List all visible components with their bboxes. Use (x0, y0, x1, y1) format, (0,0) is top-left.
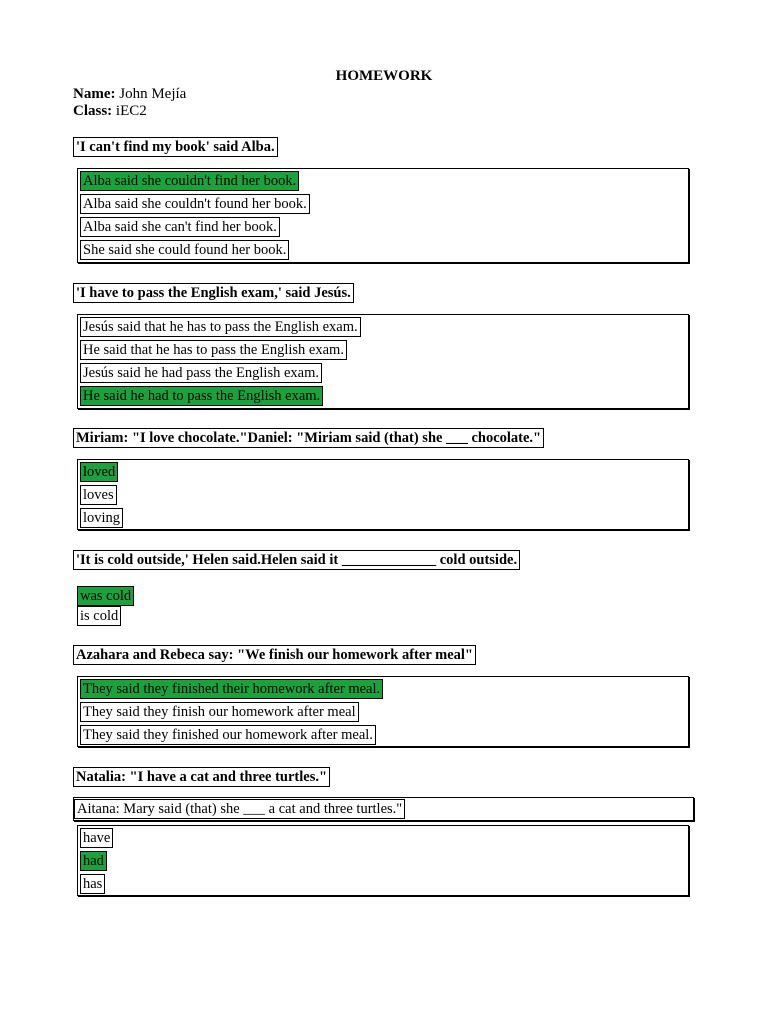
answer-option[interactable]: Alba said she couldn't find her book. (80, 171, 299, 191)
question-6-subprompt: Aitana: Mary said (that) she ___ a cat and three turtles." (74, 799, 405, 819)
question-2-prompt: 'I have to pass the English exam,' said Jesús. (73, 283, 354, 303)
question-3-options (77, 459, 689, 530)
answer-option[interactable]: He said he had to pass the English exam. (80, 386, 323, 406)
answer-option[interactable]: She said she could found her book. (80, 240, 289, 260)
page-title: HOMEWORK (335, 68, 433, 84)
name-value: John Mejía (119, 86, 187, 102)
answer-option[interactable]: Jesús said he had pass the English exam. (80, 363, 322, 383)
question-6-prompt: Natalia: "I have a cat and three turtles." (73, 767, 330, 787)
answer-option[interactable]: They said they finished their homework after meal. (80, 679, 383, 699)
answer-option[interactable]: was cold (77, 586, 134, 606)
answer-option[interactable]: had (80, 851, 107, 871)
question-2-options (77, 314, 689, 409)
answer-option[interactable]: loving (80, 508, 123, 528)
student-name-line (73, 86, 186, 103)
answer-option[interactable]: He said that he has to pass the English exam. (80, 340, 347, 360)
answer-option[interactable]: is cold (77, 606, 121, 626)
question-1-options (77, 168, 689, 263)
class-value: iEC2 (115, 103, 147, 119)
answer-option[interactable]: Alba said she couldn't found her book. (80, 194, 310, 214)
answer-option[interactable]: loves (80, 485, 117, 505)
answer-option[interactable]: has (80, 874, 105, 894)
answer-option[interactable]: They said they finish our homework after meal (80, 702, 359, 722)
question-6-subprompt-box (73, 797, 694, 821)
name-label: Name: (73, 86, 116, 102)
question-5-options (77, 676, 689, 747)
question-1-prompt: 'I can't find my book' said Alba. (73, 137, 278, 157)
answer-option[interactable]: have (80, 828, 113, 848)
answer-option[interactable]: loved (80, 462, 118, 482)
answer-option[interactable]: Jesús said that he has to pass the English exam. (80, 317, 361, 337)
question-4-prompt: 'It is cold outside,' Helen said.Helen said it _____________ cold outside. (73, 550, 520, 570)
question-4-options (77, 586, 134, 626)
question-6-options (77, 825, 689, 896)
class-line (73, 103, 147, 120)
answer-option[interactable]: They said they finished our homework after meal. (80, 725, 376, 745)
question-3-prompt: Miriam: "I love chocolate."Daniel: "Miriam said (that) she ___ chocolate." (73, 428, 544, 448)
class-label: Class: (73, 103, 113, 119)
question-5-prompt: Azahara and Rebeca say: "We finish our homework after meal" (73, 645, 476, 665)
answer-option[interactable]: Alba said she can't find her book. (80, 217, 280, 237)
